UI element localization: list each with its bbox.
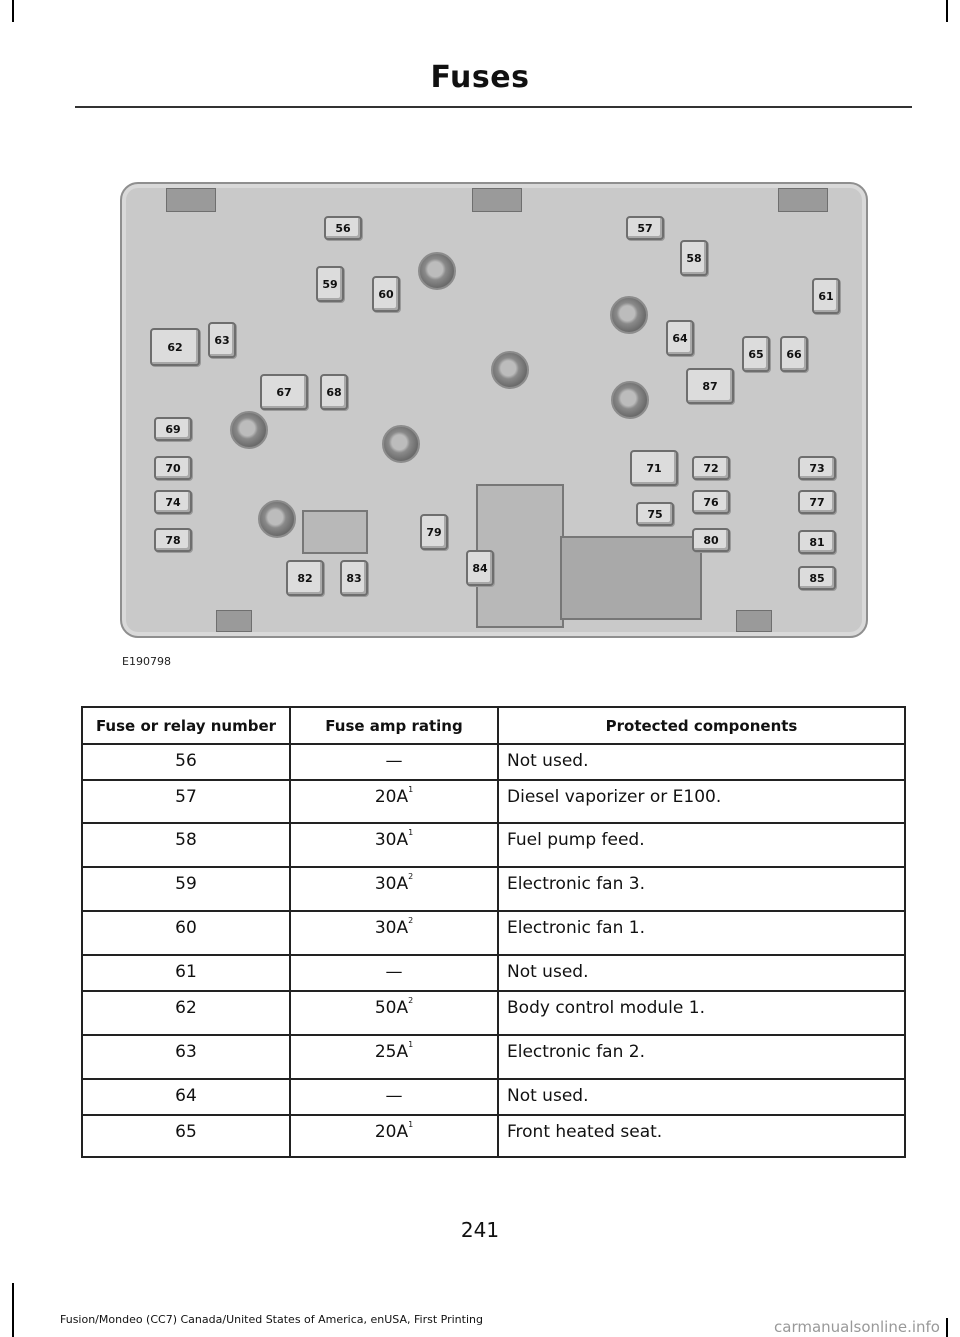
fuse-81: 81 — [798, 530, 836, 554]
footnote-marker: 1 — [408, 785, 414, 794]
fuse-number-cell: 65 — [82, 1115, 290, 1157]
fuse-56: 56 — [324, 216, 362, 240]
fuse-84: 84 — [466, 550, 494, 586]
column-header: Protected components — [498, 707, 905, 744]
table-row — [82, 867, 905, 911]
fuse-75: 75 — [636, 502, 674, 526]
amp-rating-cell: $30A^1$ — [290, 823, 498, 867]
amp-rating-cell: $30A^2$ — [290, 911, 498, 955]
clip-tab — [778, 188, 828, 212]
fuse-65: 65 — [742, 336, 770, 372]
amp-rating-cell: $30A^2$ — [290, 867, 498, 911]
component-cell: Fuel pump feed. — [498, 823, 905, 867]
fuse-number-cell: 63 — [82, 1035, 290, 1079]
fuse-table — [81, 706, 906, 1158]
amp-rating-cell: $20A^1$ — [290, 1115, 498, 1157]
amp-rating-cell: — — [290, 744, 498, 780]
table-row — [82, 1115, 905, 1157]
fuse-73: 73 — [798, 456, 836, 480]
page-title: Fuses — [430, 60, 530, 95]
crop-mark-tl-v — [12, 0, 14, 22]
component-cell: Diesel vaporizer or E100. — [498, 780, 905, 823]
footnote-marker: 1 — [408, 828, 414, 837]
fuse-number-cell: 61 — [82, 955, 290, 991]
mounting-bolt — [610, 296, 648, 334]
relay-housing — [302, 510, 368, 554]
fuse-83: 83 — [340, 560, 368, 596]
fuse-87: 87 — [686, 368, 734, 404]
crop-mark-tr-v — [946, 0, 948, 22]
mounting-bolt — [230, 411, 268, 449]
table-row — [82, 823, 905, 867]
footnote-marker: 1 — [408, 1120, 414, 1129]
amp-rating-cell: — — [290, 955, 498, 991]
clip-tab — [472, 188, 522, 212]
header-divider — [75, 106, 912, 108]
clip-tab — [216, 610, 252, 632]
fuse-63: 63 — [208, 322, 236, 358]
fuse-67: 67 — [260, 374, 308, 410]
fuse-64: 64 — [666, 320, 694, 356]
fuse-number-cell: 60 — [82, 911, 290, 955]
fuse-number-cell: 56 — [82, 744, 290, 780]
footnote-marker: 2 — [408, 872, 414, 881]
fuse-71: 71 — [630, 450, 678, 486]
amp-rating-cell: $50A^2$ — [290, 991, 498, 1035]
fuse-82: 82 — [286, 560, 324, 596]
fuse-62: 62 — [150, 328, 200, 366]
fuse-57: 57 — [626, 216, 664, 240]
fuse-78: 78 — [154, 528, 192, 552]
footnote-marker: 1 — [408, 1040, 414, 1049]
crop-mark-br-v — [946, 1318, 948, 1337]
clip-tab — [166, 188, 216, 212]
table-row — [82, 780, 905, 823]
page-number: 241 — [460, 1218, 500, 1242]
mounting-bolt — [418, 252, 456, 290]
fuse-77: 77 — [798, 490, 836, 514]
footnote-marker: 2 — [408, 996, 414, 1005]
fuse-61: 61 — [812, 278, 840, 314]
component-cell: Electronic fan 1. — [498, 911, 905, 955]
mounting-bolt — [258, 500, 296, 538]
amp-rating-cell: — — [290, 1079, 498, 1115]
crop-mark-bl-v — [12, 1283, 14, 1337]
table-row — [82, 991, 905, 1035]
fuse-79: 79 — [420, 514, 448, 550]
table-row — [82, 1035, 905, 1079]
fuse-number-cell: 58 — [82, 823, 290, 867]
fuse-box-diagram — [120, 182, 868, 638]
footnote-marker: 2 — [408, 916, 414, 925]
component-cell: Electronic fan 3. — [498, 867, 905, 911]
column-header: Fuse or relay number — [82, 707, 290, 744]
fuse-60: 60 — [372, 276, 400, 312]
fuse-66: 66 — [780, 336, 808, 372]
mounting-bolt — [382, 425, 420, 463]
amp-rating-cell: $25A^1$ — [290, 1035, 498, 1079]
fuse-59: 59 — [316, 266, 344, 302]
fuse-number-cell: 57 — [82, 780, 290, 823]
table-row — [82, 1079, 905, 1115]
component-cell: Not used. — [498, 955, 905, 991]
connector-socket — [560, 536, 702, 620]
amp-rating-cell: $20A^1$ — [290, 780, 498, 823]
component-cell: Not used. — [498, 744, 905, 780]
table-row — [82, 955, 905, 991]
component-cell: Front heated seat. — [498, 1115, 905, 1157]
fuse-number-cell: 62 — [82, 991, 290, 1035]
column-header: Fuse amp rating — [290, 707, 498, 744]
fuse-70: 70 — [154, 456, 192, 480]
fuse-number-cell: 59 — [82, 867, 290, 911]
fuse-80: 80 — [692, 528, 730, 552]
component-cell: Not used. — [498, 1079, 905, 1115]
component-cell: Body control module 1. — [498, 991, 905, 1035]
fuse-76: 76 — [692, 490, 730, 514]
mounting-bolt — [611, 381, 649, 419]
watermark: carmanualsonline.info — [774, 1318, 940, 1336]
fuse-58: 58 — [680, 240, 708, 276]
component-cell: Electronic fan 2. — [498, 1035, 905, 1079]
mounting-bolt — [491, 351, 529, 389]
image-code: E190798 — [122, 655, 171, 668]
fuse-68: 68 — [320, 374, 348, 410]
clip-tab — [736, 610, 772, 632]
fuse-number-cell: 64 — [82, 1079, 290, 1115]
table-row — [82, 911, 905, 955]
table-row — [82, 744, 905, 780]
fuse-72: 72 — [692, 456, 730, 480]
footer-text: Fusion/Mondeo (CC7) Canada/United States of America, enUSA, First Printing — [60, 1313, 483, 1326]
fuse-69: 69 — [154, 417, 192, 441]
fuse-74: 74 — [154, 490, 192, 514]
table-header-row — [82, 707, 905, 744]
fuse-85: 85 — [798, 566, 836, 590]
